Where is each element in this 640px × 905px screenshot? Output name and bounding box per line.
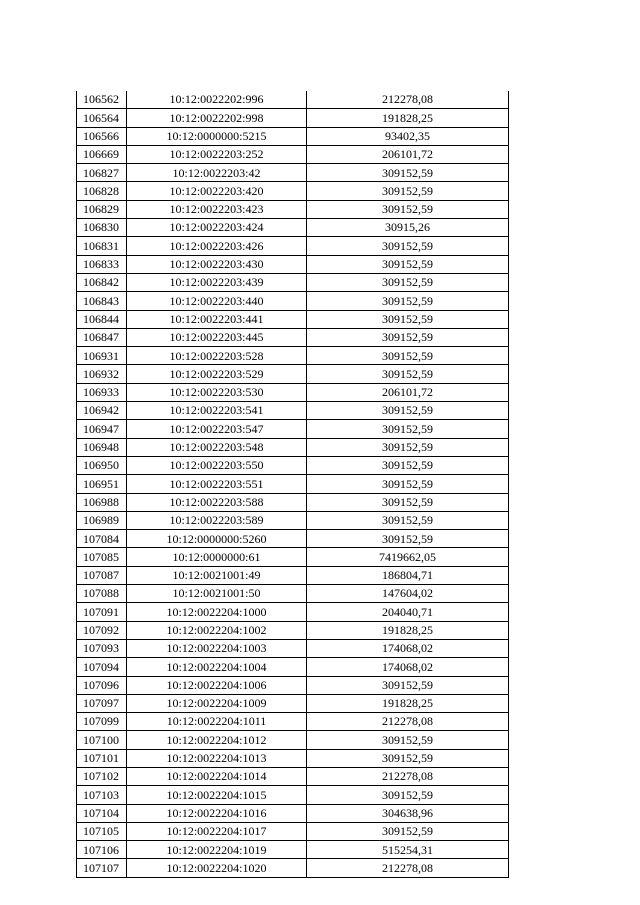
cadastral-number-cell: 10:12:0022204:1000 <box>127 603 307 621</box>
amount-cell: 309152,59 <box>307 475 509 493</box>
amount-cell: 212278,08 <box>307 767 509 785</box>
row-id-cell: 107103 <box>77 786 127 804</box>
amount-cell: 309152,59 <box>307 456 509 474</box>
cadastral-number-cell: 10:12:0022204:1003 <box>127 639 307 657</box>
amount-cell: 309152,59 <box>307 420 509 438</box>
amount-cell: 309152,59 <box>307 273 509 291</box>
amount-cell: 147604,02 <box>307 585 509 603</box>
cadastral-number-cell: 10:12:0022204:1006 <box>127 676 307 694</box>
amount-cell: 206101,72 <box>307 383 509 401</box>
cadastral-number-cell: 10:12:0022204:1004 <box>127 658 307 676</box>
table-row <box>77 237 509 255</box>
row-id-cell: 106931 <box>77 347 127 365</box>
row-id-cell: 107096 <box>77 676 127 694</box>
amount-cell: 309152,59 <box>307 822 509 840</box>
cadastral-number-cell: 10:12:0022204:1016 <box>127 804 307 822</box>
cadastral-number-cell: 10:12:0022203:541 <box>127 402 307 420</box>
row-id-cell: 107101 <box>77 749 127 767</box>
table-row <box>77 749 509 767</box>
table-row <box>77 164 509 182</box>
row-id-cell: 106564 <box>77 109 127 127</box>
table-row <box>77 145 509 163</box>
row-id-cell: 107106 <box>77 841 127 859</box>
cadastral-number-cell: 10:12:0022203:588 <box>127 493 307 511</box>
amount-cell: 174068,02 <box>307 658 509 676</box>
table-row <box>77 603 509 621</box>
cadastral-number-cell: 10:12:0022202:996 <box>127 91 307 109</box>
cadastral-number-cell: 10:12:0022202:998 <box>127 109 307 127</box>
table-row <box>77 841 509 859</box>
cadastral-number-cell: 10:12:0022204:1019 <box>127 841 307 859</box>
table-body <box>77 91 509 877</box>
cadastral-number-cell: 10:12:0022204:1011 <box>127 713 307 731</box>
amount-cell: 309152,59 <box>307 292 509 310</box>
row-id-cell: 107107 <box>77 859 127 877</box>
cadastral-number-cell: 10:12:0022204:1014 <box>127 767 307 785</box>
row-id-cell: 106669 <box>77 145 127 163</box>
amount-cell: 309152,59 <box>307 255 509 273</box>
row-id-cell: 106932 <box>77 365 127 383</box>
cadastral-number-cell: 10:12:0022203:548 <box>127 438 307 456</box>
cadastral-number-cell: 10:12:0022203:445 <box>127 328 307 346</box>
amount-cell: 191828,25 <box>307 109 509 127</box>
amount-cell: 309152,59 <box>307 310 509 328</box>
cadastral-number-cell: 10:12:0022203:439 <box>127 273 307 291</box>
row-id-cell: 106830 <box>77 219 127 237</box>
table-row <box>77 292 509 310</box>
table-row <box>77 493 509 511</box>
amount-cell: 309152,59 <box>307 237 509 255</box>
cadastral-number-cell: 10:12:0022203:420 <box>127 182 307 200</box>
amount-cell: 309152,59 <box>307 402 509 420</box>
row-id-cell: 106947 <box>77 420 127 438</box>
amount-cell: 309152,59 <box>307 438 509 456</box>
cadastral-number-cell: 10:12:0022203:430 <box>127 255 307 273</box>
cadastral-number-cell: 10:12:0022203:547 <box>127 420 307 438</box>
table-row <box>77 310 509 328</box>
row-id-cell: 107102 <box>77 767 127 785</box>
table-row <box>77 456 509 474</box>
table-row <box>77 804 509 822</box>
amount-cell: 309152,59 <box>307 365 509 383</box>
amount-cell: 7419662,05 <box>307 548 509 566</box>
table-row <box>77 713 509 731</box>
amount-cell: 309152,59 <box>307 493 509 511</box>
row-id-cell: 106942 <box>77 402 127 420</box>
table-row <box>77 127 509 145</box>
cadastral-number-cell: 10:12:0022203:424 <box>127 219 307 237</box>
amount-cell: 191828,25 <box>307 621 509 639</box>
row-id-cell: 106933 <box>77 383 127 401</box>
cadastral-number-cell: 10:12:0021001:49 <box>127 566 307 584</box>
amount-cell: 309152,59 <box>307 182 509 200</box>
row-id-cell: 106847 <box>77 328 127 346</box>
table-row <box>77 219 509 237</box>
row-id-cell: 106566 <box>77 127 127 145</box>
cadastral-number-cell: 10:12:0022203:426 <box>127 237 307 255</box>
row-id-cell: 107100 <box>77 731 127 749</box>
table-row <box>77 383 509 401</box>
amount-cell: 204040,71 <box>307 603 509 621</box>
table-row <box>77 639 509 657</box>
cadastral-number-cell: 10:12:0022203:550 <box>127 456 307 474</box>
row-id-cell: 106951 <box>77 475 127 493</box>
table-row <box>77 530 509 548</box>
table-row <box>77 420 509 438</box>
amount-cell: 212278,08 <box>307 713 509 731</box>
cadastral-number-cell: 10:12:0022204:1009 <box>127 694 307 712</box>
cadastral-number-cell: 10:12:0022203:551 <box>127 475 307 493</box>
cadastral-number-cell: 10:12:0000000:5215 <box>127 127 307 145</box>
table-row <box>77 786 509 804</box>
amount-cell: 309152,59 <box>307 731 509 749</box>
cadastral-number-cell: 10:12:0021001:50 <box>127 585 307 603</box>
row-id-cell: 106842 <box>77 273 127 291</box>
table-row <box>77 182 509 200</box>
cadastral-number-cell: 10:12:0022203:423 <box>127 200 307 218</box>
data-table <box>76 91 509 878</box>
table-row <box>77 365 509 383</box>
row-id-cell: 106844 <box>77 310 127 328</box>
row-id-cell: 107091 <box>77 603 127 621</box>
table-row <box>77 676 509 694</box>
row-id-cell: 107097 <box>77 694 127 712</box>
cadastral-number-cell: 10:12:0022203:529 <box>127 365 307 383</box>
row-id-cell: 107105 <box>77 822 127 840</box>
row-id-cell: 107093 <box>77 639 127 657</box>
cadastral-number-cell: 10:12:0022204:1012 <box>127 731 307 749</box>
cadastral-number-cell: 10:12:0022203:42 <box>127 164 307 182</box>
table-row <box>77 767 509 785</box>
cadastral-number-cell: 10:12:0022204:1020 <box>127 859 307 877</box>
table-row <box>77 694 509 712</box>
table-row <box>77 548 509 566</box>
table-row <box>77 475 509 493</box>
row-id-cell: 106828 <box>77 182 127 200</box>
amount-cell: 30915,26 <box>307 219 509 237</box>
cadastral-number-cell: 10:12:0022203:528 <box>127 347 307 365</box>
row-id-cell: 106988 <box>77 493 127 511</box>
row-id-cell: 107088 <box>77 585 127 603</box>
table-row <box>77 658 509 676</box>
table-row <box>77 511 509 529</box>
row-id-cell: 107104 <box>77 804 127 822</box>
amount-cell: 309152,59 <box>307 676 509 694</box>
amount-cell: 309152,59 <box>307 200 509 218</box>
cadastral-number-cell: 10:12:0022203:440 <box>127 292 307 310</box>
cadastral-number-cell: 10:12:0000000:61 <box>127 548 307 566</box>
amount-cell: 206101,72 <box>307 145 509 163</box>
amount-cell: 309152,59 <box>307 164 509 182</box>
cadastral-number-cell: 10:12:0000000:5260 <box>127 530 307 548</box>
row-id-cell: 106831 <box>77 237 127 255</box>
row-id-cell: 106989 <box>77 511 127 529</box>
amount-cell: 309152,59 <box>307 347 509 365</box>
table-row <box>77 566 509 584</box>
row-id-cell: 107084 <box>77 530 127 548</box>
amount-cell: 304638,96 <box>307 804 509 822</box>
cadastral-number-cell: 10:12:0022203:441 <box>127 310 307 328</box>
row-id-cell: 107094 <box>77 658 127 676</box>
cadastral-number-cell: 10:12:0022204:1017 <box>127 822 307 840</box>
row-id-cell: 107085 <box>77 548 127 566</box>
cadastral-number-cell: 10:12:0022203:530 <box>127 383 307 401</box>
row-id-cell: 106833 <box>77 255 127 273</box>
amount-cell: 186804,71 <box>307 566 509 584</box>
table-row <box>77 731 509 749</box>
amount-cell: 515254,31 <box>307 841 509 859</box>
row-id-cell: 107092 <box>77 621 127 639</box>
row-id-cell: 106950 <box>77 456 127 474</box>
cadastral-number-cell: 10:12:0022204:1013 <box>127 749 307 767</box>
table-row <box>77 822 509 840</box>
table-row <box>77 402 509 420</box>
cadastral-number-cell: 10:12:0022203:589 <box>127 511 307 529</box>
table-row <box>77 328 509 346</box>
table-row <box>77 255 509 273</box>
cadastral-number-cell: 10:12:0022204:1002 <box>127 621 307 639</box>
amount-cell: 309152,59 <box>307 749 509 767</box>
row-id-cell: 106948 <box>77 438 127 456</box>
amount-cell: 309152,59 <box>307 511 509 529</box>
amount-cell: 93402,35 <box>307 127 509 145</box>
amount-cell: 212278,08 <box>307 859 509 877</box>
row-id-cell: 106829 <box>77 200 127 218</box>
amount-cell: 191828,25 <box>307 694 509 712</box>
cadastral-number-cell: 10:12:0022203:252 <box>127 145 307 163</box>
table-row <box>77 438 509 456</box>
amount-cell: 309152,59 <box>307 328 509 346</box>
table-row <box>77 585 509 603</box>
table-row <box>77 109 509 127</box>
row-id-cell: 107099 <box>77 713 127 731</box>
table-row <box>77 91 509 109</box>
table-row <box>77 859 509 877</box>
table-row <box>77 621 509 639</box>
amount-cell: 309152,59 <box>307 786 509 804</box>
table-row <box>77 200 509 218</box>
amount-cell: 309152,59 <box>307 530 509 548</box>
amount-cell: 174068,02 <box>307 639 509 657</box>
row-id-cell: 106843 <box>77 292 127 310</box>
cadastral-number-cell: 10:12:0022204:1015 <box>127 786 307 804</box>
table-row <box>77 273 509 291</box>
table-row <box>77 347 509 365</box>
amount-cell: 212278,08 <box>307 91 509 109</box>
row-id-cell: 106562 <box>77 91 127 109</box>
row-id-cell: 107087 <box>77 566 127 584</box>
row-id-cell: 106827 <box>77 164 127 182</box>
table-container <box>76 91 508 878</box>
